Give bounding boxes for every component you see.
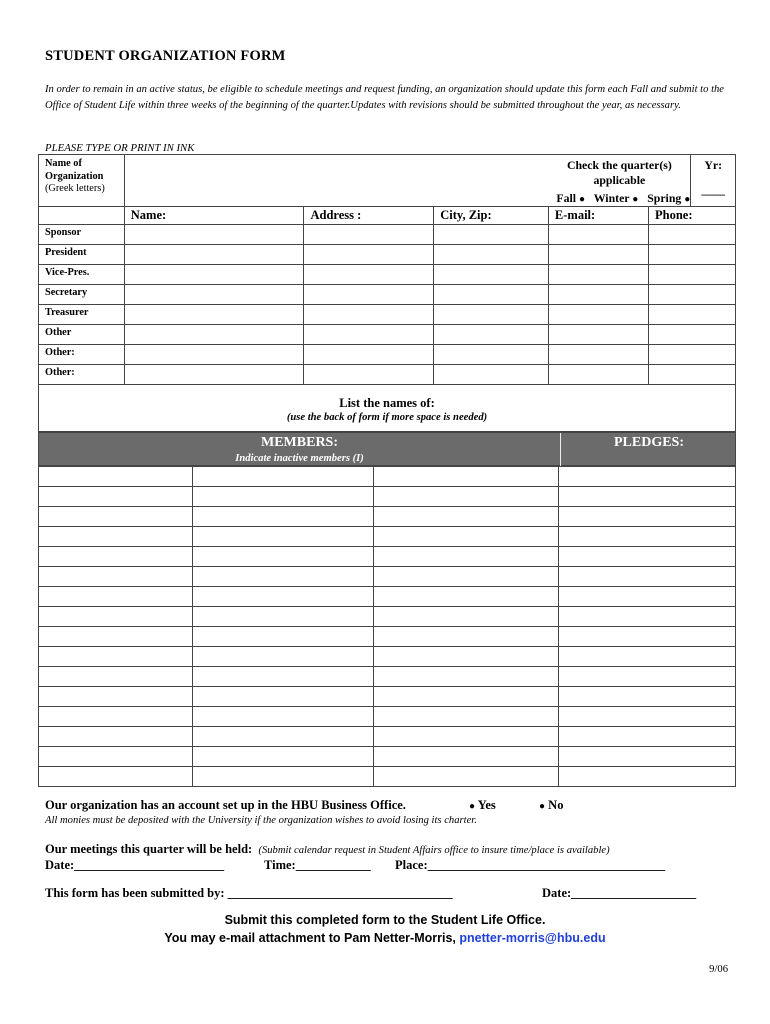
member-row (39, 707, 736, 727)
member-cell[interactable] (192, 487, 373, 507)
member-cell[interactable] (373, 707, 559, 727)
member-cell[interactable] (373, 507, 559, 527)
role-secretary: Secretary (39, 285, 125, 305)
member-row (39, 747, 736, 767)
account-yes-option[interactable]: ● Yes (469, 798, 496, 812)
member-cell[interactable] (192, 627, 373, 647)
member-row (39, 527, 736, 547)
member-cell[interactable] (39, 727, 193, 747)
pledge-cell[interactable] (559, 747, 736, 767)
member-cell[interactable] (192, 707, 373, 727)
quarter-fall-option[interactable]: Fall ● (556, 191, 586, 205)
member-cell[interactable] (39, 467, 193, 487)
member-cell[interactable] (373, 567, 559, 587)
pledge-cell[interactable] (559, 527, 736, 547)
quarter-cell: Check the quarter(s) applicable Fall ● Winter ● Spring ● (548, 155, 690, 207)
members-pledges-header (38, 432, 736, 466)
contact-email-link[interactable]: pnetter-morris@hbu.edu (459, 931, 606, 945)
member-cell[interactable] (39, 687, 193, 707)
pledge-cell[interactable] (559, 667, 736, 687)
member-cell[interactable] (39, 767, 193, 787)
member-cell[interactable] (192, 767, 373, 787)
member-row (39, 767, 736, 787)
role-other-1: Other (39, 325, 125, 345)
member-cell[interactable] (192, 747, 373, 767)
col-address-header: Address : (304, 207, 434, 225)
account-no-option[interactable]: ● No (539, 798, 564, 812)
role-other-3: Other: (39, 365, 125, 385)
account-note: All monies must be deposited with the University if the organization wishes to avoid losing its charter. (45, 815, 477, 826)
member-cell[interactable] (39, 507, 193, 527)
member-row (39, 587, 736, 607)
pledge-cell[interactable] (559, 767, 736, 787)
member-cell[interactable] (192, 727, 373, 747)
member-cell[interactable] (192, 547, 373, 567)
org-name-label: Name of Organization (Greek letters) (39, 155, 125, 207)
form-version: 9/06 (709, 964, 728, 975)
member-cell[interactable] (39, 487, 193, 507)
submit-instruction: Submit this completed form to the Student Life Office. (224, 913, 546, 927)
member-cell[interactable] (373, 587, 559, 607)
pledge-cell[interactable] (559, 567, 736, 587)
pledge-cell[interactable] (559, 607, 736, 627)
quarter-spring-option[interactable]: Spring ● (647, 191, 691, 205)
role-sponsor: Sponsor (39, 225, 125, 245)
pledge-cell[interactable] (559, 647, 736, 667)
pledge-cell[interactable] (559, 627, 736, 647)
officers-table (38, 154, 736, 385)
submitted-date-field[interactable]: Date:____________________ (542, 886, 697, 900)
role-vice-president: Vice-Pres. (39, 265, 125, 285)
member-row (39, 507, 736, 527)
submitted-by-field[interactable]: This form has been submitted by: ____________________________________ (45, 886, 453, 900)
member-row (39, 547, 736, 567)
member-row (39, 467, 736, 487)
members-header: MEMBERS: (261, 435, 338, 450)
member-cell[interactable] (373, 627, 559, 647)
instruction-text: PLEASE TYPE OR PRINT IN INK (45, 142, 195, 154)
member-cell[interactable] (39, 607, 193, 627)
member-cell[interactable] (373, 527, 559, 547)
member-row (39, 667, 736, 687)
member-cell[interactable] (373, 747, 559, 767)
pledge-cell[interactable] (559, 687, 736, 707)
members-table (38, 466, 736, 787)
member-row (39, 687, 736, 707)
pledge-cell[interactable] (559, 587, 736, 607)
list-names-box (38, 384, 736, 432)
org-name-field[interactable] (124, 155, 548, 207)
pledge-cell[interactable] (559, 707, 736, 727)
year-cell[interactable]: Yr: ____ (691, 155, 736, 207)
list-title: List the names of: (339, 396, 435, 410)
member-row (39, 487, 736, 507)
email-instruction: You may e-mail attachment to Pam Netter-Morris, pnetter-morris@hbu.edu (164, 931, 606, 945)
member-cell[interactable] (39, 627, 193, 647)
pledge-cell[interactable] (559, 507, 736, 527)
member-cell[interactable] (373, 647, 559, 667)
col-city-header: City, Zip: (434, 207, 549, 225)
member-cell[interactable] (192, 607, 373, 627)
member-cell[interactable] (192, 507, 373, 527)
pledge-cell[interactable] (559, 547, 736, 567)
member-cell[interactable] (373, 727, 559, 747)
col-name-header: Name: (124, 207, 304, 225)
member-cell[interactable] (373, 607, 559, 627)
member-cell[interactable] (39, 527, 193, 547)
meetings-line: Our meetings this quarter will be held: (Submit calendar request in Student Affairs office to insure time/place is available) (45, 842, 610, 856)
meeting-time-field[interactable]: Time:____________ (264, 858, 371, 872)
member-cell[interactable] (192, 527, 373, 547)
col-phone-header: Phone: (649, 207, 736, 225)
role-treasurer: Treasurer (39, 305, 125, 325)
member-cell[interactable] (373, 487, 559, 507)
member-cell[interactable] (39, 547, 193, 567)
member-cell[interactable] (373, 767, 559, 787)
member-cell[interactable] (39, 647, 193, 667)
col-email-header: E-mail: (548, 207, 648, 225)
pledge-cell[interactable] (559, 727, 736, 747)
member-cell[interactable] (373, 547, 559, 567)
quarter-winter-option[interactable]: Winter ● (593, 191, 639, 205)
member-cell[interactable] (192, 567, 373, 587)
form-title: STUDENT ORGANIZATION FORM (45, 48, 286, 64)
member-cell[interactable] (39, 747, 193, 767)
member-row (39, 627, 736, 647)
meeting-date-field[interactable]: Date:________________________ (45, 858, 225, 872)
member-cell[interactable] (192, 587, 373, 607)
member-row (39, 647, 736, 667)
member-cell[interactable] (192, 687, 373, 707)
pledges-header: PLEDGES: (613, 435, 684, 450)
member-cell[interactable] (39, 667, 193, 687)
member-cell[interactable] (373, 687, 559, 707)
meeting-place-field[interactable]: Place:______________________________________ (395, 858, 666, 872)
role-other-2: Other: (39, 345, 125, 365)
member-cell[interactable] (192, 647, 373, 667)
intro-text: In order to remain in an active status, be eligible to schedule meetings and request funding, an organization should update this form each Fall and submit to the Office of Student Life within three weeks of the beginning of the quarter.Updates with revisions should be submitted throughout the year, as necessary. (45, 84, 725, 111)
member-cell[interactable] (39, 567, 193, 587)
pledge-cell[interactable] (559, 487, 736, 507)
members-subheader: Indicate inactive members (I) (235, 453, 364, 464)
list-subtitle: (use the back of form if more space is needed) (286, 412, 488, 423)
role-president: President (39, 245, 125, 265)
member-cell[interactable] (39, 707, 193, 727)
member-cell[interactable] (192, 667, 373, 687)
member-row (39, 727, 736, 747)
member-cell[interactable] (192, 467, 373, 487)
member-cell[interactable] (373, 467, 559, 487)
member-cell[interactable] (39, 587, 193, 607)
member-row (39, 607, 736, 627)
pledge-cell[interactable] (559, 467, 736, 487)
account-question: Our organization has an account set up in the HBU Business Office. ● Yes ● No (45, 798, 564, 812)
member-cell[interactable] (373, 667, 559, 687)
member-row (39, 567, 736, 587)
